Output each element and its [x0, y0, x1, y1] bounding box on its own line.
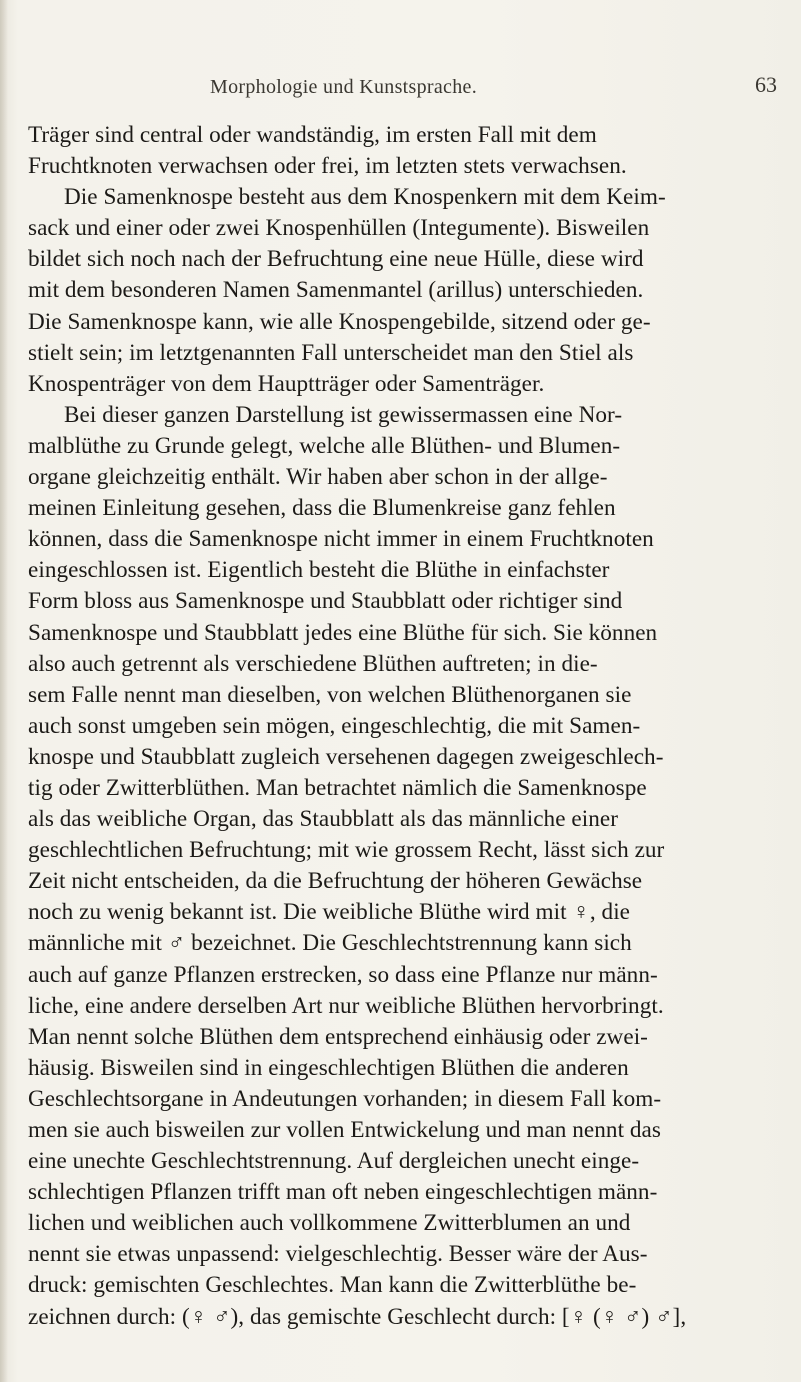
text-line: Zeit nicht entscheiden, da die Befruchtung der höheren Gewächse [28, 868, 643, 895]
text-line: auch sonst umgeben sein mögen, eingeschlechtig, die mit Samen- [28, 712, 641, 739]
text-line: sack und einer oder zwei Knospenhüllen (Integumente). Bisweilen [28, 215, 650, 242]
text-line: meinen Einleitung gesehen, dass die Blumenkreise ganz fehlen [28, 495, 616, 522]
body-text [28, 120, 798, 1333]
text-line: Samenknospe und Staubblatt jedes eine Blüthe für sich. Sie können [28, 619, 658, 646]
text-line: Die Samenknospe kann, wie alle Knospengebilde, sitzend oder ge- [28, 308, 651, 335]
text-line: können, dass die Samenknospe nicht immer in einem Fruchtknoten [28, 526, 654, 553]
page-binding-edge [0, 0, 8, 1382]
text-line: also auch getrennt als verschiedene Blüthen auftreten; in die- [28, 650, 598, 677]
text-line: sem Falle nennt man dieselben, von welchen Blüthenorganen sie [28, 681, 632, 708]
text-line: Fruchtknoten verwachsen oder frei, im letzten stets verwachsen. [28, 153, 627, 180]
text-line: Geschlechtsorgane in Andeutungen vorhanden; in diesem Fall kom- [28, 1085, 662, 1112]
text-line: druck: gemischten Geschlechtes. Man kann die Zwitterblüthe be- [28, 1272, 637, 1299]
page-number: 63 [755, 72, 777, 97]
text-line: malblüthe zu Grunde gelegt, welche alle Blüthen- und Blumen- [28, 432, 621, 459]
text-line: organe gleichzeitig enthält. Wir haben aber schon in der allge- [28, 464, 608, 491]
text-line: Form bloss aus Samenknospe und Staubblatt oder richtiger sind [28, 588, 623, 615]
text-line: bildet sich noch nach der Befruchtung eine neue Hülle, diese wird [28, 246, 644, 273]
text-line: zeichnen durch: (♀ ♂), das gemischte Geschlecht durch: [♀ (♀ ♂) ♂], [28, 1303, 687, 1330]
text-line: men sie auch bisweilen zur vollen Entwickelung und man nennt das [28, 1117, 661, 1143]
text-line: liche, eine andere derselben Art nur weibliche Blüthen hervorbringt. [28, 992, 664, 1019]
paragraph-start-line: Bei dieser ganzen Darstellung ist gewissermassen eine Nor- [64, 401, 623, 428]
text-line: häusig. Bisweilen sind in eingeschlechtigen Blüthen die anderen [28, 1054, 629, 1081]
text-line: lichen und weiblichen auch vollkommene Zwitterblumen an und [28, 1210, 631, 1237]
text-line: Knospenträger von dem Hauptträger oder Samenträger. [28, 370, 545, 397]
text-line: geschlechtlichen Befruchtung; mit wie grossem Recht, lässt sich zur [28, 837, 665, 864]
paragraph-start-line: Die Samenknospe besteht aus dem Knospenkern mit dem Keim- [64, 184, 666, 211]
text-line: schlechtigen Pflanzen trifft man oft neben eingeschlechtigen männ- [28, 1179, 658, 1206]
text-line: mit dem besonderen Namen Samenmantel (arillus) unterschieden. [28, 277, 644, 304]
text-line: noch zu wenig bekannt ist. Die weibliche Blüthe wird mit ♀, die [28, 899, 631, 926]
text-line: auch auf ganze Pflanzen erstrecken, so dass eine Pflanze nur männ- [28, 961, 658, 988]
running-title: Morphologie und Kunstsprache. [210, 76, 477, 98]
text-line: männliche mit ♂ bezeichnet. Die Geschlechtstrennung kann sich [28, 930, 632, 957]
text-line: Träger sind central oder wandständig, im ersten Fall mit dem [28, 122, 597, 148]
text-line: knospe und Staubblatt zugleich versehenen dagegen zweigeschlech- [28, 743, 664, 770]
text-line: als das weibliche Organ, das Staubblatt als das männliche einer [28, 806, 618, 833]
text-line: Man nennt solche Blüthen dem entsprechend einhäusig oder zwei- [28, 1023, 648, 1050]
text-line: stielt sein; im letztgenannten Fall unterscheidet man den Stiel als [28, 339, 634, 366]
text-line: eingeschlossen ist. Eigentlich besteht die Blüthe in einfachster [28, 557, 610, 584]
text-line: eine unechte Geschlechtstrennung. Auf dergleichen unecht einge- [28, 1148, 640, 1175]
text-line: nennt sie etwas unpassend: vielgeschlechtig. Besser wäre der Aus- [28, 1241, 648, 1268]
text-line: tig oder Zwitterblüthen. Man betrachtet nämlich die Samenknospe [28, 774, 647, 801]
